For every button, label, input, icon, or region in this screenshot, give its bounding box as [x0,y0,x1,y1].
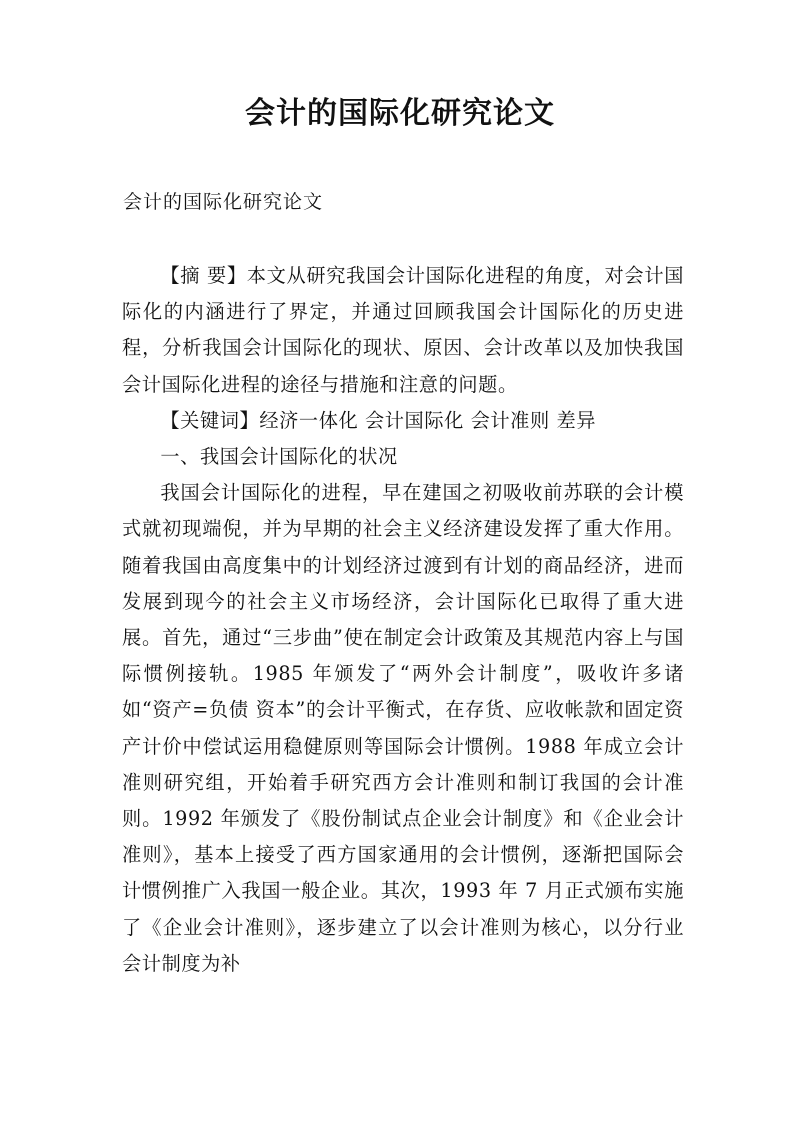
abstract-paragraph: 【摘 要】本文从研究我国会计国际化进程的角度，对会计国际化的内涵进行了界定，并通过回顾我国会计国际化的历史进程，分析我国会计国际化的现状、原因、会计改革以及加快我国会计国际化进程的途径与措施和注意的问题。 [122,264,684,396]
keywords-paragraph: 【关键词】经济一体化 会计国际化 会计准则 差异 [160,408,597,432]
section-heading: 一、我国会计国际化的状况 [160,445,398,469]
document-subtitle: 会计的国际化研究论文 [123,191,324,213]
document-title: 会计的国际化研究论文 [245,96,555,131]
document-body [122,258,684,982]
body-paragraph: 我国会计国际化的进程，早在建国之初吸收前苏联的会计模式就初现端倪，并为早期的社会主义经济建设发挥了重大作用。随着我国由高度集中的计划经济过渡到有计划的商品经济，进而发展到现今的社会主义市场经济，会计国际化已取得了重大进展。首先，通过“三步曲”使在制定会计政策及其规范内容上与国际惯例接轨。1985 年颁发了“两外会计制度”，吸收许多诸如“资产=负债 资本”的会计平衡式，在存货、应收帐款和固定资产计价中偿试运用稳健原则等国际会计惯例。1988 年成立会计准则研究组，开始着手研究西方会计准则和制订我国的会计准则。1992 年颁发了《股份制试点企业会计制度》和《企业会计准则》，基本上接受了西方国家通用的会计惯例，逐渐把国际会计惯例推广入我国一般企业。其次，1993 年 7 月正式颁布实施了《企业会计准则》，逐步建立了以会计准则为核心，以分行业会计制度为补 [122,481,684,975]
